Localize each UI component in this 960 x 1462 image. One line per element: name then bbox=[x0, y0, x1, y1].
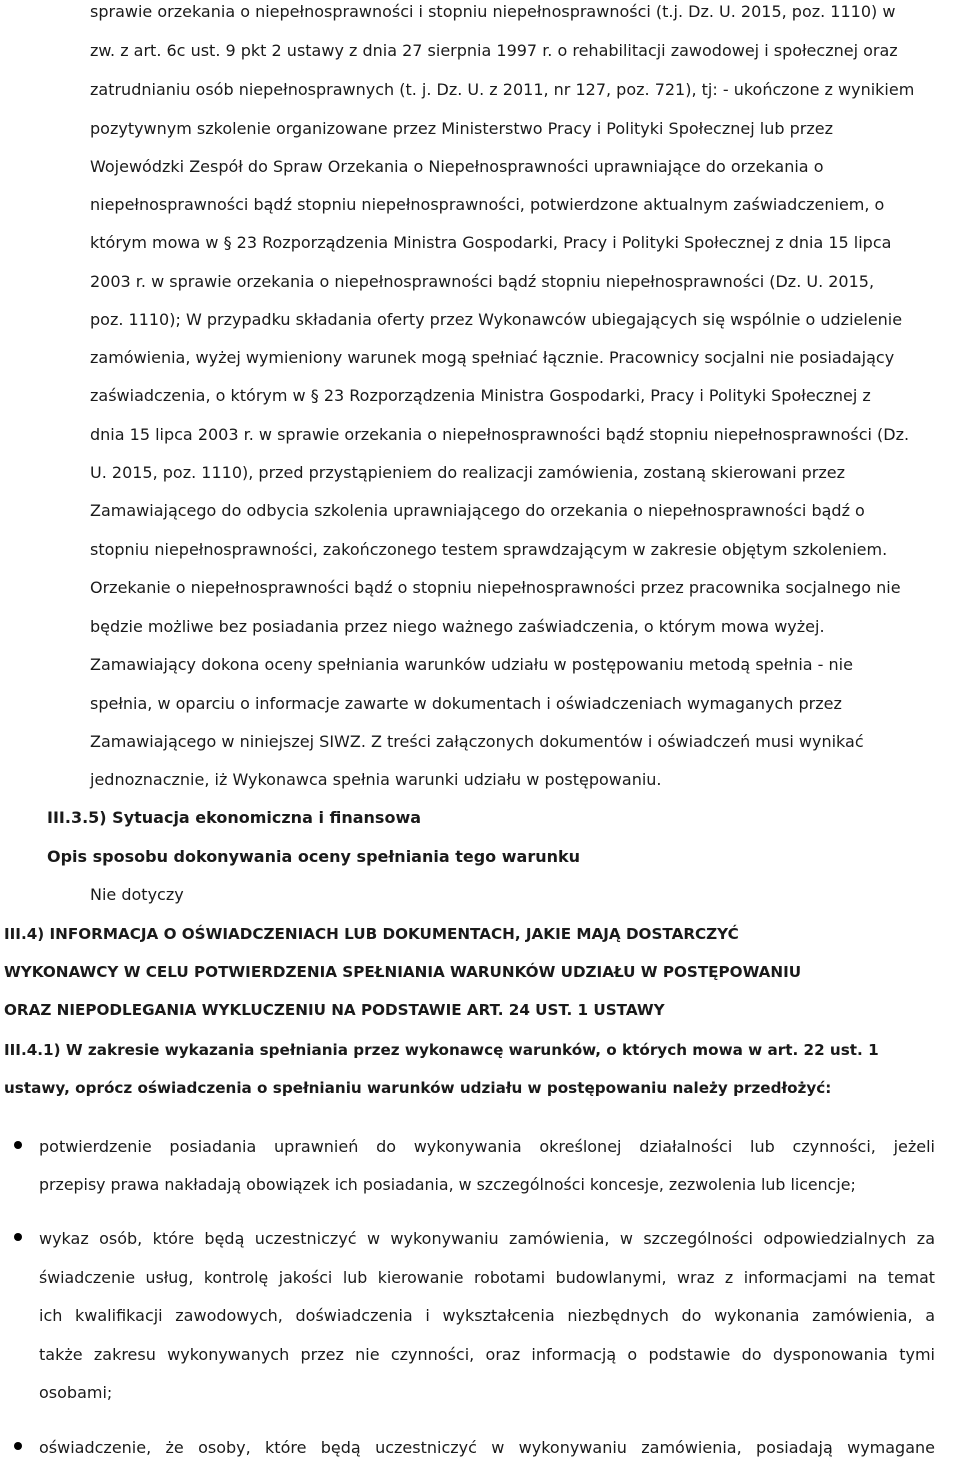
body-line: zw. z art. 6c ust. 9 pkt 2 ustawy z dnia 27 sierpnia 1997 r. o rehabilitacji zawodowej i społecznej oraz bbox=[90, 41, 898, 60]
list-item-line: ich kwalifikacji zawodowych, doświadczenia i wykształcenia niezbędnych do wykonania zamówienia, a bbox=[39, 1306, 935, 1325]
body-line: poz. 1110); W przypadku składania oferty przez Wykonawców ubiegających się wspólnie o udzielenie bbox=[90, 310, 903, 329]
body-line: będzie możliwe bez posiadania przez niego ważnego zaświadczenia, o którym mowa wyżej. bbox=[90, 617, 825, 636]
section-value: Nie dotyczy bbox=[90, 885, 184, 904]
list-item-line: także zakresu wykonywanych przez nie czynności, oraz informacją o podstawie do dysponowania tymi bbox=[39, 1345, 935, 1364]
heading-line: ORAZ NIEPODLEGANIA WYKLUCZENIU NA PODSTAWIE ART. 24 UST. 1 USTAWY bbox=[4, 1001, 665, 1019]
heading-line: III.4) INFORMACJA O OŚWIADCZENIACH LUB DOKUMENTACH, JAKIE MAJĄ DOSTARCZYĆ bbox=[4, 925, 739, 943]
body-line: dnia 15 lipca 2003 r. w sprawie orzekania o niepełnosprawności bądź stopniu niepełnosprawności (Dz. bbox=[90, 425, 910, 444]
body-line: Orzekanie o niepełnosprawności bądź o stopniu niepełnosprawności przez pracownika socjalnego nie bbox=[90, 578, 901, 597]
list-item-line: potwierdzenie posiadania uprawnień do wykonywania określonej działalności lub czynności, jeżeli bbox=[39, 1137, 935, 1156]
heading-line: III.4.1) W zakresie wykazania spełniania przez wykonawcę warunków, o których mowa w art. 22 ust. 1 bbox=[4, 1041, 879, 1059]
body-line: Zamawiającego w niniejszej SIWZ. Z treści załączonych dokumentów i oświadczeń musi wynikać bbox=[90, 732, 864, 751]
body-line: którym mowa w § 23 Rozporządzenia Ministra Gospodarki, Pracy i Polityki Społecznej z dnia 15 lipca bbox=[90, 233, 892, 252]
section-subheading: Opis sposobu dokonywania oceny spełniania tego warunku bbox=[47, 847, 581, 866]
list-item-line: przepisy prawa nakładają obowiązek ich posiadania, w szczególności koncesje, zezwolenia lub licencje; bbox=[39, 1175, 856, 1194]
body-line: Wojewódzki Zespół do Spraw Orzekania o Niepełnosprawności uprawniające do orzekania o bbox=[90, 157, 824, 176]
list-item-line: oświadczenie, że osoby, które będą uczestniczyć w wykonywaniu zamówienia, posiadają wymagane bbox=[39, 1438, 935, 1457]
heading-line: ustawy, oprócz oświadczenia o spełnianiu warunków udziału w postępowaniu należy przedłożyć: bbox=[4, 1079, 832, 1097]
body-line: 2003 r. w sprawie orzekania o niepełnosprawności bądź stopniu niepełnosprawności (Dz. U. 2015, bbox=[90, 272, 875, 291]
bullet-icon bbox=[14, 1442, 22, 1450]
bullet-icon bbox=[14, 1141, 22, 1149]
body-line: zaświadczenia, o którym w § 23 Rozporządzenia Ministra Gospodarki, Pracy i Polityki Społecznej z bbox=[90, 386, 871, 405]
list-item-line: wykaz osób, które będą uczestniczyć w wykonywaniu zamówienia, w szczególności odpowiedzialnych za bbox=[39, 1229, 935, 1248]
list-item-line: świadczenie usług, kontrolę jakości lub kierowanie robotami budowlanymi, wraz z informacjami na temat bbox=[39, 1268, 935, 1287]
list-item-line: osobami; bbox=[39, 1383, 113, 1402]
section-heading-iii-3-5: III.3.5) Sytuacja ekonomiczna i finansowa bbox=[47, 808, 422, 827]
heading-line: WYKONAWCY W CELU POTWIERDZENIA SPEŁNIANIA WARUNKÓW UDZIAŁU W POSTĘPOWANIU bbox=[4, 963, 802, 981]
body-line: pozytywnym szkolenie organizowane przez Ministerstwo Pracy i Polityki Społecznej lub przez bbox=[90, 119, 833, 138]
body-line: U. 2015, poz. 1110), przed przystąpieniem do realizacji zamówienia, zostaną skierowani przez bbox=[90, 463, 845, 482]
body-line: stopniu niepełnosprawności, zakończonego testem sprawdzającym w zakresie objętym szkoleniem. bbox=[90, 540, 888, 559]
body-line: niepełnosprawności bądź stopniu niepełnosprawności, potwierdzone aktualnym zaświadczeniem, o bbox=[90, 195, 885, 214]
body-line: spełnia, w oparciu o informacje zawarte w dokumentach i oświadczeniach wymaganych przez bbox=[90, 694, 842, 713]
bullet-icon bbox=[14, 1233, 22, 1241]
body-line: Zamawiający dokona oceny spełniania warunków udziału w postępowaniu metodą spełnia - nie bbox=[90, 655, 853, 674]
body-line: Zamawiającego do odbycia szkolenia uprawniającego do orzekania o niepełnosprawności bądź o bbox=[90, 501, 865, 520]
body-line: zatrudnianiu osób niepełnosprawnych (t. j. Dz. U. z 2011, nr 127, poz. 721), tj: - ukończone z wynikiem bbox=[90, 80, 915, 99]
body-line: jednoznacznie, iż Wykonawca spełnia warunki udziału w postępowaniu. bbox=[90, 770, 662, 789]
body-line: sprawie orzekania o niepełnosprawności i stopniu niepełnosprawności (t.j. Dz. U. 2015, poz. 1110) w bbox=[90, 2, 896, 21]
body-line: zamówienia, wyżej wymieniony warunek mogą spełniać łącznie. Pracownicy socjalni nie posiadający bbox=[90, 348, 895, 367]
